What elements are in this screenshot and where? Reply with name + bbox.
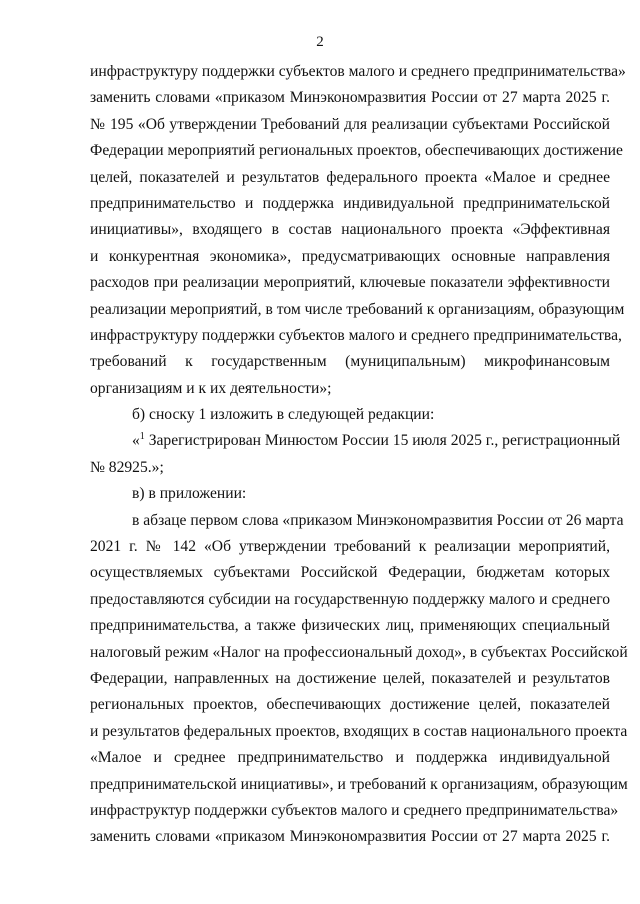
text-line [90,428,621,454]
page-number: 2 [316,34,324,50]
text-line: налоговый режим «Налог на профессиональный доход», в субъектах Российской [90,643,628,661]
text-line: и конкурентная экономика», предусматривающих основные направления [90,247,610,265]
text-line: предпринимательства, а также физических лиц, применяющих специальный [90,617,610,635]
text-line: в абзаце первом слова «приказом Минэкономразвития России от 26 марта [132,511,624,529]
text-line: № 195 «Об утверждении Требований для реализации субъектами Российской [90,115,610,133]
text-line: инфраструктуру поддержки субъектов малого и среднего предпринимательства» [90,63,626,80]
text-line: инфраструктур поддержки субъектов малого и среднего предпринимательства» [90,801,619,819]
text-line: предоставляются субсидии на государственную поддержку малого и среднего [90,590,610,608]
text-line: в) в приложении: [132,485,247,503]
text-line: заменить словами «приказом Минэкономразвития России от 27 марта 2025 г. [90,828,610,846]
footnote-marker: 1 [139,431,145,443]
text-line: региональных проектов, обеспечивающих достижение целей, показателей [90,696,610,714]
text-line-prefix: « [132,432,140,450]
text-line: предпринимательской инициативы», и требований к организациям, образующим [90,775,628,793]
text-line: целей, показателей и результатов федерального проекта «Малое и среднее [90,168,610,186]
text-line: инфраструктуру поддержки субъектов малого и среднего предпринимательства, [90,326,622,344]
text-line: б) сноску 1 изложить в следующей редакции: [132,406,435,424]
text-line: предпринимательство и поддержка индивидуальной предпринимательской [90,194,610,212]
document-body [90,59,628,851]
text-line: Федерации мероприятий региональных проектов, обеспечивающих достижение [90,142,623,160]
text-line: Федерации, направленных на достижение целей, показателей и результатов [90,669,610,687]
text-line-content: Зарегистрирован Минюстом России 15 июля 2025 г., регистрационный [144,432,621,450]
text-line: заменить словами «приказом Минэкономразвития России от 27 марта 2025 г. [90,89,610,107]
text-line: расходов при реализации мероприятий, ключевые показатели эффективности [90,274,610,292]
text-line: осуществляемых субъектами Российской Федерации, бюджетам которых [90,564,610,582]
text-line: инициативы», входящего в состав национального проекта «Эффективная [90,221,610,239]
text-line: реализации мероприятий, в том числе требований к организациям, образующим [90,300,625,318]
text-line: «Малое и среднее предпринимательство и поддержка индивидуальной [90,749,610,767]
text-line: 2021 г. № 142 «Об утверждении требований к реализации мероприятий, [90,538,610,556]
text-line: требований к государственным (муниципальным) микрофинансовым [90,353,610,371]
text-line: организациям и к их деятельности»; [90,379,332,397]
text-line: № 82925.»; [90,458,164,476]
text-line: и результатов федеральных проектов, входящих в состав национального проекта [90,722,628,740]
